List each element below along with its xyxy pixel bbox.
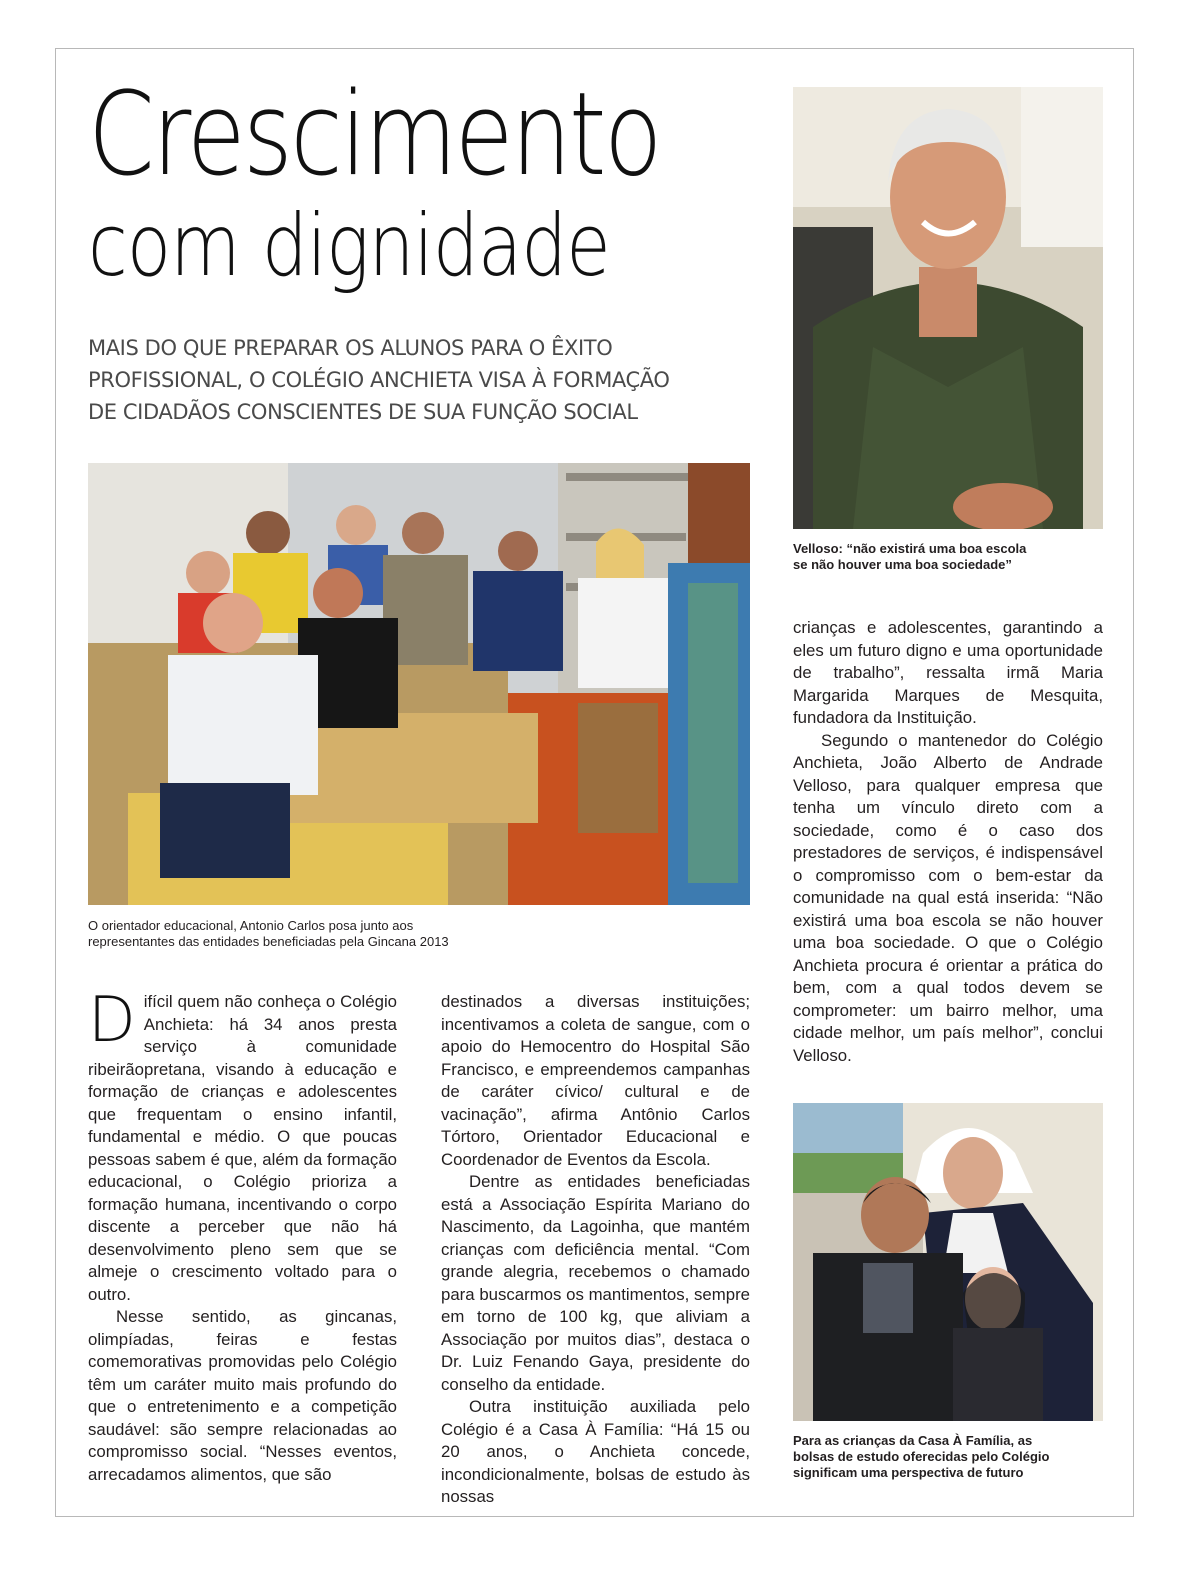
title-line-2: com dignidade <box>88 196 610 296</box>
group-photo <box>88 463 750 905</box>
body-paragraph: Dentre as entidades beneficiadas está a Associação Espírita Mariano do Nascimento, da Lagoinha, que mantém crianças com deficiência mental. “Com grande alegria, recebemos o chamado para buscarmos os mantimentos, sempre em torno de 100 kg, que aliviam a Associação por muitos dias”, destaca o Dr. Luiz Fenando Gaya, presidente do conselho da entidade. <box>441 1172 750 1394</box>
article-title <box>88 68 768 296</box>
velloso-caption: Velloso: “não existirá uma boa escola se não houver uma boa sociedade” <box>793 541 1027 572</box>
body-paragraph: Nesse sentido, as gincanas, olimpíadas, feiras e festas comemorativas promovidas pelo Colégio têm um caráter muito mais profundo do que o entretenimento e a competição saudável: são sempre relacionadas ao compromisso social. “Nesses eventos, arrecadamos alimentos, que são <box>88 1307 397 1484</box>
body-paragraph: crianças e adolescentes, garantindo a eles um futuro digno e uma oportunidade de trabalho”, ressalta irmã Maria Margarida Marques de Mesquita, fundadora da Instituição. <box>793 618 1103 727</box>
body-paragraph: Segundo o mantenedor do Colégio Anchieta, João Alberto de Andrade Velloso, para qualquer empresa que tenha um vínculo direto com a sociedade, como é o caso dos prestadores de serviços, é indispensável o compromisso com o bem-estar da comunidade na qual está inserida: “Não existirá uma boa escola se não houver uma boa sociedade. O que o Colégio Anchieta procura é orientar a prática do bem, com a qual todos devem se comprometer: um bairro melhor, uma cidade melhor, um país melhor”, conclui Velloso. <box>793 730 1103 1065</box>
article-subtitle: MAIS DO QUE PREPARAR OS ALUNOS PARA O ÊXITO PROFISSIONAL, O COLÉGIO ANCHIETA VISA À FORMAÇÃO DE CIDADÃOS CONSCIENTES DE SUA FUNÇÃO SOCIAL <box>88 336 670 424</box>
nun-children-photo <box>793 1103 1103 1421</box>
body-paragraph: Outra instituição auxiliada pelo Colégio é a Casa À Família: “Há 15 ou 20 anos, o Anchieta concede, incondicionalmente, bolsas de estudo às nossas <box>441 1397 750 1506</box>
body-paragraph: destinados a diversas instituições; incentivamos a coleta de sangue, com o apoio do Hemocentro do Hospital São Francisco, e empreendemos campanhas de caráter cívico/ cultural e de vacinação”, afirma Antônio Carlos Tórtoro, Orientador Educacional e Coordenador de Eventos da Escola. <box>441 992 750 1169</box>
nun-photo-caption: Para as crianças da Casa À Família, as bolsas de estudo oferecidas pelo Colégio significam uma perspectiva de futuro <box>793 1433 1050 1480</box>
body-column-2 <box>441 991 750 1509</box>
body-column-3 <box>793 617 1103 1067</box>
velloso-portrait <box>793 87 1103 529</box>
group-photo-caption: O orientador educacional, Antonio Carlos posa junto aos representantes das entidades beneficiadas pela Gincana 2013 <box>88 918 449 949</box>
title-line-1: Crescimento <box>88 68 660 202</box>
body-column-1 <box>88 983 397 1486</box>
drop-cap: D <box>88 983 136 1056</box>
body-paragraph: Difícil quem não conheça o Colégio Anchieta: há 34 anos presta serviço à comunidade ribeirãopretana, visando à educação e formação de crianças e adolescentes que frequentam o ensino infantil, fundamental e médio. O que poucas pessoas sabem é que, além da formação educacional, o Colégio prioriza a formação humana, incentivando o corpo discente a perceber que não há desenvolvimento pleno sem que se almeje o crescimento voltado para o outro. <box>88 983 397 1304</box>
